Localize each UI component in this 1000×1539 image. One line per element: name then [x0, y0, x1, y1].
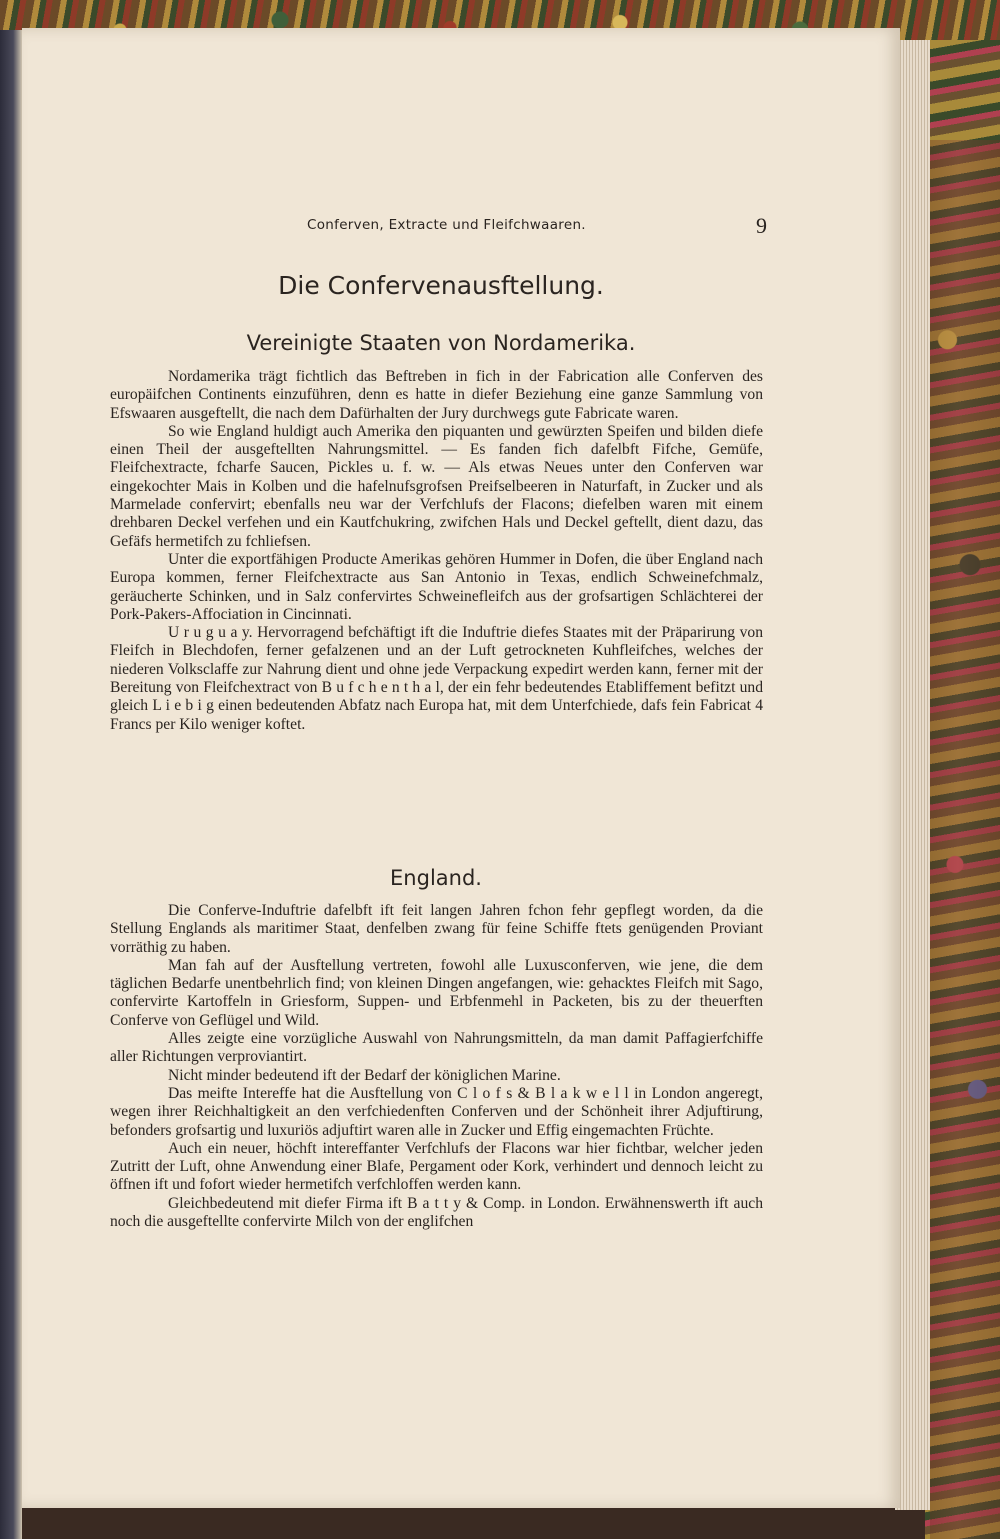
- book-cover-strip: [930, 140, 1000, 1539]
- paragraph: Nicht minder bedeutend ift der Bedarf der königlichen Marine.: [168, 1066, 561, 1084]
- page-stack-edges: [895, 40, 930, 1510]
- paragraph: Nordamerika trägt fichtlich das Beftreben in fich in der Fabrication alle Conferven des europäifchen Continents einzuführen, denn es hatte in diefer Beziehung eine ganze Sammlung von Efswaaren ausgeftellt, die nach dem Dafürhalten der Jury durchwegs gute Fabricate waren.: [110, 368, 763, 422]
- paragraph: Unter die exportfähigen Producte Amerikas gehören Hummer in Dofen, die über England nach Europa kommen, ferner Fleifchextracte aus San Antonio in Texas, endlich Schweinefchmalz, geräucherte Schinken, und in Salz confervirtes Schweinefleifch aus der grofsartigen Schlächterei der Pork-Pakers-Affociation in Cincinnati.: [110, 550, 763, 623]
- paragraph: Man fah auf der Ausftellung vertreten, fowohl alle Luxusconferven, wie jene, die dem täglichen Bedarfe unentbehrlich find; von kleinen Dingen angefangen, wie: gehacktes Fleifch mit Sago, confervirte Kartoffeln in Griesform, Suppen- und Erbfenmehl in Packeten, bis zu der theuerften Conferve von Geflügel und Wild.: [110, 956, 763, 1029]
- paragraph: Die Conferve-Induftrie dafelbft ift feit langen Jahren fchon fehr gepflegt worden, da die Stellung Englands als maritimer Staat, denfelben zwang für feine Schiffe ftets genügenden Proviant vorräthig zu haben.: [110, 902, 763, 956]
- paragraph: Alles zeigte eine vorzügliche Auswahl von Nahrungsmitteln, da man damit Paffagierfchiffe aller Richtungen verproviantirt.: [110, 1030, 763, 1066]
- paragraph: So wie England huldigt auch Amerika den piquanten und gewürzten Speifen und bilden diefe einen Theil der ausgeftellten Nahrungsmittel. — Es fanden fich dafelbft Fifche, Gemüfe, Fleifchextracte, fcharfe Saucen, Pickles u. f. w. — Als etwas Neues unter den Conferven war eingekochter Mais in Kolben und die hafelnufsgrofsen Preifselbeeren in Naturfaft, in Zucker und als Marmelade confervirt; ebenfalls neu war der Verfchlufs der Flacons; diefelben waren mit einem drehbaren Deckel verfehen und ein Kautfchukring, zwifchen Hals und Deckel geftellt, dient dazu, das Gefäfs hermetifch zu fchliefsen.: [110, 422, 763, 550]
- paragraph: Gleichbedeutend mit diefer Firma ift B a t t y & Comp. in London. Erwähnenswerth ift auch noch die ausgeftellte confervirte Milch von der englifchen: [110, 1194, 763, 1231]
- page-number: 9: [756, 213, 767, 238]
- book-page: [22, 28, 900, 1508]
- running-head: Conferven, Extracte und Fleifchwaaren.: [307, 217, 586, 233]
- page-title: Die Confervenausftellung.: [278, 271, 604, 300]
- section-body-england: [110, 902, 763, 1231]
- paragraph: U r u g u a y. Hervorragend befchäftigt ift die Induftrie diefes Staates mit der Präparirung von Fleifch in Blechdofen, ferner gefalzenen und an der Luft getrockneten Kuhfleifches, welches der niederen Volksclaffe zur Nahrung dient und ohne jede Verpackung expedirt werden kann, ferner mit der Bereitung von Fleifchextract von B u f c h e n t h a l, der ein fehr bedeutendes Etabliffement befitzt und gleich L i e b i g einen bedeutenden Abfatz nach Europa hat, mit dem Unterfchiede, dafs fein Fabricat 4 Francs per Kilo weniger koftet.: [110, 624, 763, 733]
- section-body-nordamerika: [110, 368, 763, 734]
- paragraph: Das meifte Intereffe hat die Ausftellung von C l o f s & B l a k w e l l in London angeregt, wegen ihrer Reichhaltigkeit an den verfchiedenften Conferven und der Schönheit ihrer Adjuftirung, befonders grofsartig und luxuriös adjuftirt waren alle in Zucker und Effig eingemachten Früchte.: [110, 1084, 763, 1139]
- section-heading-nordamerika: Vereinigte Staaten von Nordamerika.: [246, 331, 636, 355]
- book-spine-edge: [0, 30, 22, 1539]
- section-heading-england: England.: [390, 866, 482, 890]
- paragraph: Auch ein neuer, höchft intereffanter Verfchlufs der Flacons war hier fichtbar, welcher jeden Zutritt der Luft, ohne Anwendung einer Blafe, Pergament oder Kork, verhindert und dennoch leicht zu öffnen ift und fofort wieder hermetifch verfchloffen werden kann.: [110, 1139, 763, 1194]
